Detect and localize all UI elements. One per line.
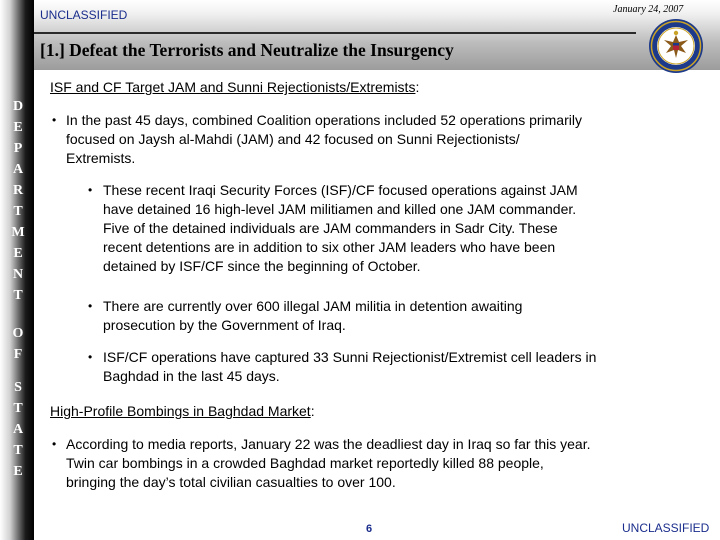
sidebar-letter: T — [13, 443, 23, 458]
sidebar-letter: T — [13, 204, 23, 219]
sidebar-letter: N — [12, 267, 24, 282]
sidebar-department — [8, 96, 28, 306]
sidebar-state — [8, 377, 28, 482]
sidebar-letter: E — [13, 246, 23, 261]
bullet-line: prosecution by the Government of Iraq. — [103, 317, 346, 333]
bullet-line: detained by ISF/CF since the beginning of October. — [103, 258, 421, 274]
state-department-seal-icon — [648, 18, 704, 74]
sub-bullet-militia-detention — [103, 297, 522, 335]
classification-bottom: UNCLASSIFIED — [622, 521, 710, 535]
bullet-line: Extremists. — [66, 150, 136, 166]
sub-bullet-marker: • — [88, 299, 93, 313]
bullet-line: There are currently over 600 illegal JAM militia in detention awaiting — [103, 298, 523, 314]
title-divider — [34, 32, 636, 34]
sidebar-letter: F — [13, 347, 23, 362]
sidebar-letter: P — [13, 141, 23, 156]
section-heading-bombings — [50, 402, 315, 421]
sidebar-letter: E — [13, 120, 23, 135]
section-heading-colon: : — [310, 403, 315, 419]
bullet-line: focused on Jaysh al-Mahdi (JAM) and 42 focused on Sunni Rejectionists/ — [66, 131, 520, 147]
section-heading-text: ISF and CF Target JAM and Sunni Rejectionists/Extremists — [50, 79, 416, 95]
bullet-line: These recent Iraqi Security Forces (ISF)/CF focused operations against JAM — [103, 182, 578, 198]
bullet-line: Twin car bombings in a crowded Baghdad market reportedly killed 88 people, — [66, 455, 544, 471]
sidebar-letter: D — [12, 99, 24, 114]
sidebar-letter: R — [12, 183, 24, 198]
bullet-media-reports — [66, 435, 591, 492]
bullet-line: In the past 45 days, combined Coalition operations included 52 operations primarily — [66, 112, 582, 128]
classification-top: UNCLASSIFIED — [40, 8, 128, 22]
sidebar-letter: S — [14, 380, 22, 395]
sub-bullet-cell-leaders — [103, 348, 596, 386]
section-heading-jam — [50, 78, 419, 97]
sub-bullet-marker: • — [88, 183, 93, 197]
slide-title: [1.] Defeat the Terrorists and Neutralize the Insurgency — [40, 40, 454, 60]
bullet-line: have detained 16 high-level JAM militiamen and killed one JAM commander. — [103, 201, 577, 217]
bullet-marker: • — [52, 113, 57, 127]
sidebar-letter: M — [11, 225, 25, 240]
section-heading-text: High-Profile Bombings in Baghdad Market — [50, 403, 311, 419]
sidebar-letter: O — [12, 326, 24, 341]
section-heading-colon: : — [415, 79, 420, 95]
bullet-coalition-operations — [66, 111, 582, 168]
sub-bullet-isf-detentions — [103, 181, 578, 276]
bullet-marker: • — [52, 437, 57, 451]
sidebar-letter: T — [13, 288, 23, 303]
bullet-line: Five of the detained individuals are JAM commanders in Sadr City. These — [103, 220, 558, 236]
sidebar-letter: T — [13, 401, 23, 416]
page-number: 6 — [366, 523, 373, 535]
bullet-line: bringing the day’s total civilian casualties to over 100. — [66, 474, 396, 490]
sidebar-letter: A — [12, 162, 24, 177]
bullet-line: ISF/CF operations have captured 33 Sunni Rejectionist/Extremist cell leaders in — [103, 349, 597, 365]
slide-date: January 24, 2007 — [613, 4, 684, 15]
sidebar-letter: E — [13, 464, 23, 479]
bullet-line: According to media reports, January 22 was the deadliest day in Iraq so far this year. — [66, 436, 591, 452]
sidebar-letter: A — [12, 422, 24, 437]
sidebar-of — [8, 323, 28, 365]
sub-bullet-marker: • — [88, 350, 93, 364]
bullet-line: recent detentions are in addition to six other JAM leaders who have been — [103, 239, 556, 255]
bullet-line: Baghdad in the last 45 days. — [103, 368, 280, 384]
